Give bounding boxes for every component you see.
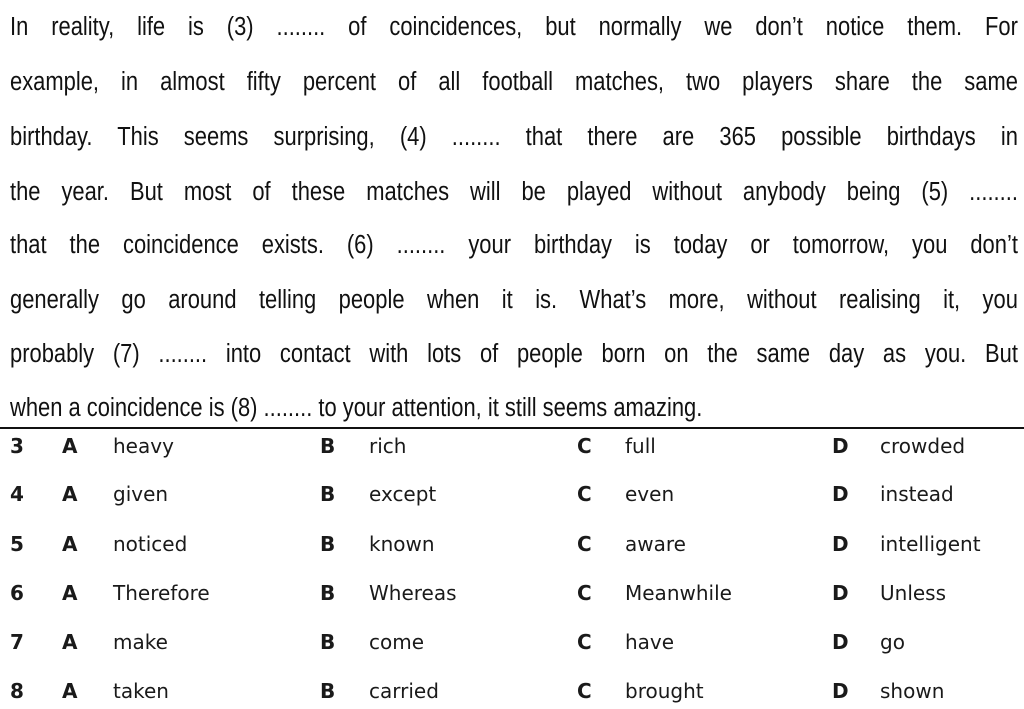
- option-d-text: instead: [880, 482, 954, 506]
- option-d-label: D: [832, 434, 849, 458]
- option-d-label: D: [832, 679, 849, 703]
- option-a-text: taken: [113, 679, 169, 703]
- option-a-label: A: [62, 630, 78, 654]
- question-number: 6: [10, 581, 24, 605]
- option-d-label: D: [832, 532, 849, 556]
- answer-options-table: [0, 429, 1024, 709]
- passage-line: probably (7) ........ into contact with lots of people born on the same day as you. But: [10, 340, 1018, 368]
- question-row-5: [0, 527, 1024, 576]
- question-row-3: [0, 429, 1024, 478]
- option-b-label: B: [320, 532, 336, 556]
- question-row-8: [0, 674, 1024, 709]
- option-b-label: B: [320, 482, 336, 506]
- option-a-text: Therefore: [113, 581, 210, 605]
- option-b-text: carried: [369, 679, 439, 703]
- option-d-text: go: [880, 630, 905, 654]
- option-d-text: crowded: [880, 434, 966, 458]
- option-d-text: Unless: [880, 581, 947, 605]
- option-d-label: D: [832, 581, 849, 605]
- option-b-label: B: [320, 434, 336, 458]
- option-a-label: A: [62, 679, 78, 703]
- option-b-label: B: [320, 630, 336, 654]
- option-c-text: full: [625, 434, 656, 458]
- option-b-text: except: [369, 482, 437, 506]
- option-b-text: known: [369, 532, 435, 556]
- option-d-label: D: [832, 482, 849, 506]
- option-b-label: B: [320, 679, 336, 703]
- option-c-text: even: [625, 482, 675, 506]
- option-c-text: brought: [625, 679, 704, 703]
- option-a-text: heavy: [113, 434, 174, 458]
- option-d-text: shown: [880, 679, 945, 703]
- passage-line: In reality, life is (3) ........ of coincidences, but normally we don’t notice them. For: [10, 13, 1018, 41]
- option-c-text: have: [625, 630, 675, 654]
- option-c-label: C: [577, 581, 592, 605]
- question-number: 4: [10, 482, 24, 506]
- option-c-label: C: [577, 532, 592, 556]
- option-b-text: rich: [369, 434, 407, 458]
- option-c-text: aware: [625, 532, 686, 556]
- question-number: 7: [10, 630, 24, 654]
- question-number: 5: [10, 532, 24, 556]
- option-b-text: Whereas: [369, 581, 457, 605]
- option-c-label: C: [577, 434, 592, 458]
- question-number: 8: [10, 679, 24, 703]
- option-a-label: A: [62, 532, 78, 556]
- option-c-text: Meanwhile: [625, 581, 732, 605]
- passage-line: example, in almost fifty percent of all football matches, two players share the same: [10, 68, 1018, 96]
- option-d-text: intelligent: [880, 532, 981, 556]
- option-a-text: make: [113, 630, 168, 654]
- option-d-label: D: [832, 630, 849, 654]
- passage-line: that the coincidence exists. (6) ........ your birthday is today or tomorrow, you don’t: [10, 231, 1018, 259]
- option-b-label: B: [320, 581, 336, 605]
- question-row-7: [0, 625, 1024, 674]
- passage-line: the year. But most of these matches will be played without anybody being (5) ........: [10, 178, 1018, 206]
- option-c-label: C: [577, 679, 592, 703]
- option-c-label: C: [577, 630, 592, 654]
- option-a-text: given: [113, 482, 169, 506]
- option-b-text: come: [369, 630, 425, 654]
- question-row-4: [0, 477, 1024, 526]
- option-c-label: C: [577, 482, 592, 506]
- passage-line: generally go around telling people when it is. What’s more, without realising it, you: [10, 286, 1018, 314]
- option-a-text: noticed: [113, 532, 188, 556]
- option-a-label: A: [62, 482, 78, 506]
- passage-line: birthday. This seems surprising, (4) ........ that there are 365 possible birthdays in: [10, 123, 1018, 151]
- passage-line: when a coincidence is (8) ........ to your attention, it still seems amazing.: [10, 394, 703, 422]
- option-a-label: A: [62, 434, 78, 458]
- option-a-label: A: [62, 581, 78, 605]
- question-row-6: [0, 576, 1024, 625]
- question-number: 3: [10, 434, 24, 458]
